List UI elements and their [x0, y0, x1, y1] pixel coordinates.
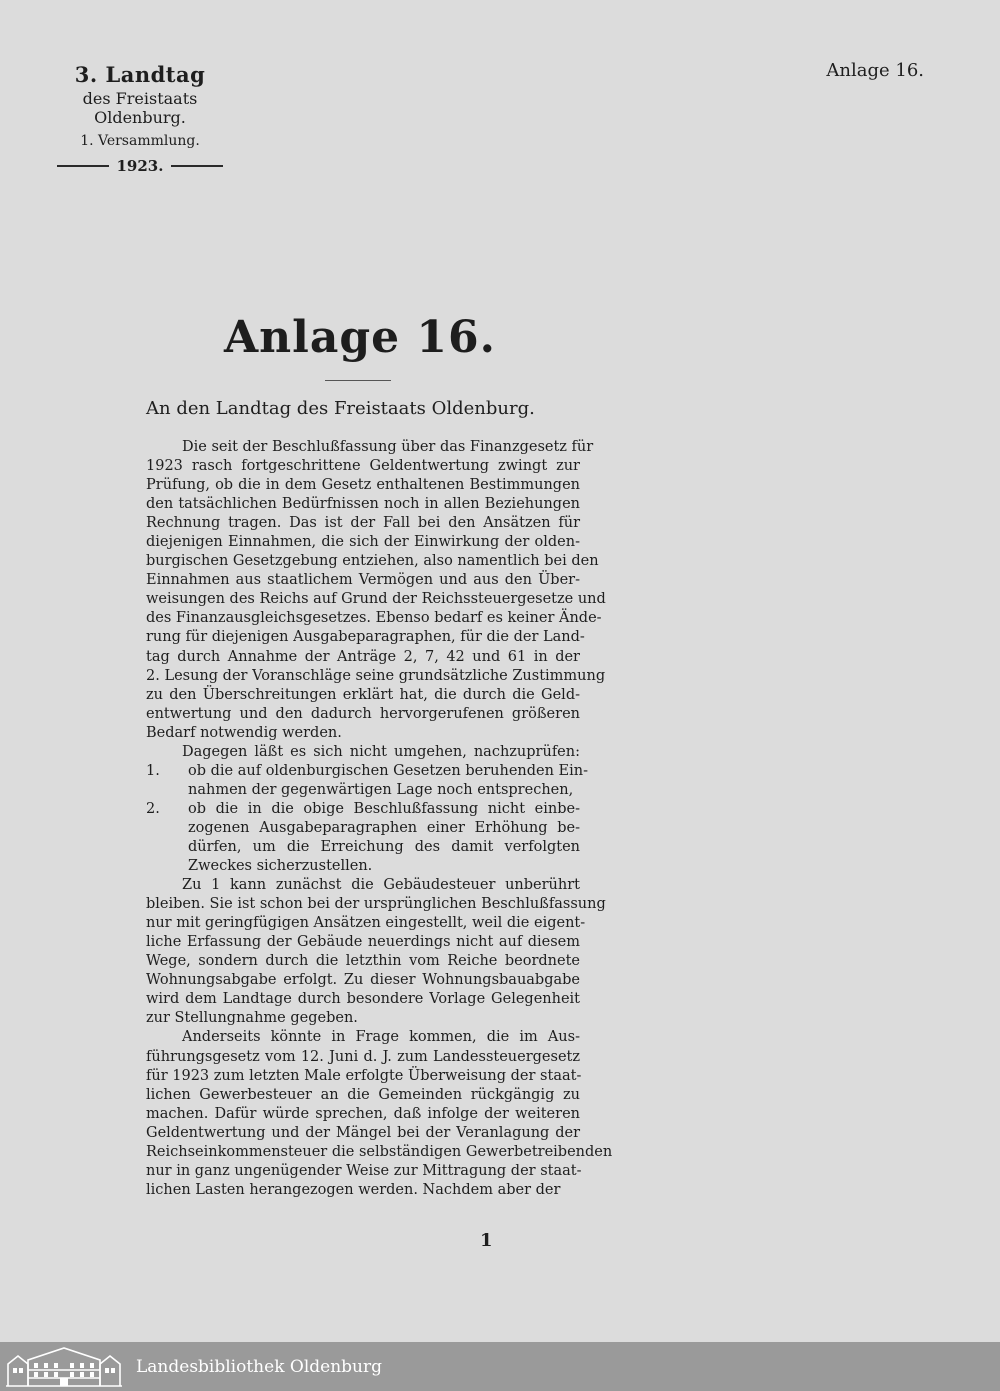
- body-text: [146, 438, 613, 1200]
- text-line: Rechnung tragen. Das ist der Fall bei den Ansätzen für: [146, 515, 580, 532]
- text-line: des Finanzausgleichsgesetzes. Ebenso bedarf es keiner Ände-: [146, 610, 602, 627]
- text-line: zur Stellungnahme gegeben.: [146, 1010, 358, 1027]
- paragraph-2-intro: [146, 743, 580, 762]
- text-line: lichen Lasten herangezogen werden. Nachdem aber der: [146, 1181, 561, 1198]
- text-line: tag durch Annahme der Anträge 2, 7, 42 und 61 in der: [146, 648, 580, 665]
- text-line: diejenigen Einnahmen, die sich der Einwirkung der olden-: [146, 534, 580, 551]
- masthead-session: 1. Versammlung.: [80, 133, 200, 149]
- text-line: weisungen des Reichs auf Grund der Reichssteuergesetze und: [146, 591, 606, 608]
- text-line: Bedarf notwendig werden.: [146, 724, 342, 741]
- library-building-icon: [4, 1344, 124, 1389]
- text-line: Zu 1 kann zunächst die Gebäudesteuer unberührt: [182, 877, 580, 894]
- salutation: An den Landtag des Freistaats Oldenburg.: [146, 398, 535, 419]
- text-line: entwertung und den dadurch hervorgerufenen größeren: [146, 705, 580, 722]
- masthead-landtag: 3. Landtag: [74, 62, 206, 87]
- text-line: dürfen, um die Erreichung des damit verfolgten: [188, 838, 580, 855]
- footer-bar: [0, 1342, 1000, 1391]
- text-line: ob die in die obige Beschlußfassung nicht einbe-: [188, 800, 580, 817]
- text-line: lichen Gewerbesteuer an die Gemeinden rückgängig zu: [146, 1086, 580, 1103]
- paragraph-1: [146, 438, 606, 743]
- text-line: liche Erfassung der Gebäude neuerdings nicht auf diesem: [146, 934, 580, 951]
- masthead: [40, 62, 240, 175]
- text-line: nur mit geringfügigen Ansätzen eingestellt, weil die eigent-: [146, 915, 586, 932]
- text-line: Prüfung, ob die in dem Gesetz enthaltenen Bestimmungen: [146, 477, 580, 494]
- list-item: [146, 762, 589, 800]
- list-item: [146, 800, 580, 876]
- numbered-list: [146, 762, 589, 876]
- text-line: für 1923 zum letzten Male erfolgte Überweisung der staat-: [146, 1067, 582, 1084]
- document-title: Anlage 16.: [224, 312, 496, 363]
- list-body: [188, 762, 588, 800]
- text-line: Die seit der Beschlußfassung über das Finanzgesetz für: [182, 439, 594, 455]
- text-line: Reichseinkommensteuer die selbständigen Gewerbetreibenden: [146, 1143, 613, 1160]
- paragraph-2-text: Dagegen läßt es sich nicht umgehen, nachzuprüfen:: [182, 743, 580, 760]
- text-line: Zweckes sicherzustellen.: [188, 858, 373, 875]
- text-line: rung für diejenigen Ausgabeparagraphen, für die der Land-: [146, 629, 585, 646]
- list-number: 2.: [146, 800, 160, 817]
- text-line: burgischen Gesetzgebung entziehen, also namentlich bei den: [146, 553, 599, 570]
- text-line: 1923 rasch fortgeschrittene Geldentwertung zwingt zur: [146, 458, 580, 475]
- year-rule-left: [57, 165, 109, 167]
- paragraph-3: [146, 876, 606, 1028]
- list-number: 1.: [146, 762, 160, 779]
- text-line: Wege, sondern durch die letzthin vom Reiche beordnete: [146, 953, 580, 970]
- text-line: wird dem Landtage durch besondere Vorlage Gelegenheit: [146, 991, 580, 1008]
- page-number: 1: [480, 1230, 493, 1251]
- year-rule-right: [171, 165, 223, 167]
- text-line: Geldentwertung und der Mängel bei der Veranlagung der: [146, 1124, 580, 1141]
- text-line: Anderseits könnte in Frage kommen, die im Aus-: [182, 1029, 580, 1046]
- text-line: zu den Überschreitungen erklärt hat, die durch die Geld-: [146, 686, 580, 703]
- corner-label: Anlage 16.: [826, 60, 924, 81]
- text-line: machen. Dafür würde sprechen, daß infolge der weiteren: [146, 1105, 580, 1122]
- title-divider: [325, 380, 391, 381]
- footer-library-name: Landesbibliothek Oldenburg: [136, 1356, 383, 1377]
- masthead-year-row: [40, 157, 240, 175]
- text-line: Einnahmen aus staatlichem Vermögen und aus den Über-: [146, 572, 580, 589]
- text-line: 2. Lesung der Voranschläge seine grundsätzliche Zustimmung: [146, 667, 606, 684]
- text-line: führungsgesetz vom 12. Juni d. J. zum Landessteuergesetz: [146, 1048, 580, 1065]
- paragraph-4: [146, 1028, 613, 1199]
- text-line: Wohnungsabgabe erfolgt. Zu dieser Wohnungsbauabgabe: [146, 972, 580, 989]
- text-line: nur in ganz ungenügender Weise zur Mittragung der staat-: [146, 1162, 582, 1179]
- text-line: nahmen der gegenwärtigen Lage noch entsprechen,: [188, 781, 574, 798]
- masthead-year: 1923.: [116, 157, 164, 175]
- list-body: [188, 800, 580, 876]
- masthead-state: des Freistaats Oldenburg.: [82, 89, 198, 127]
- text-line: ob die auf oldenburgischen Gesetzen beruhenden Ein-: [188, 762, 589, 779]
- text-line: bleiben. Sie ist schon bei der ursprünglichen Beschlußfassung: [146, 896, 606, 913]
- text-line: zogenen Ausgabeparagraphen einer Erhöhung be-: [188, 819, 580, 836]
- text-line: den tatsächlichen Bedürfnissen noch in allen Beziehungen: [146, 496, 580, 513]
